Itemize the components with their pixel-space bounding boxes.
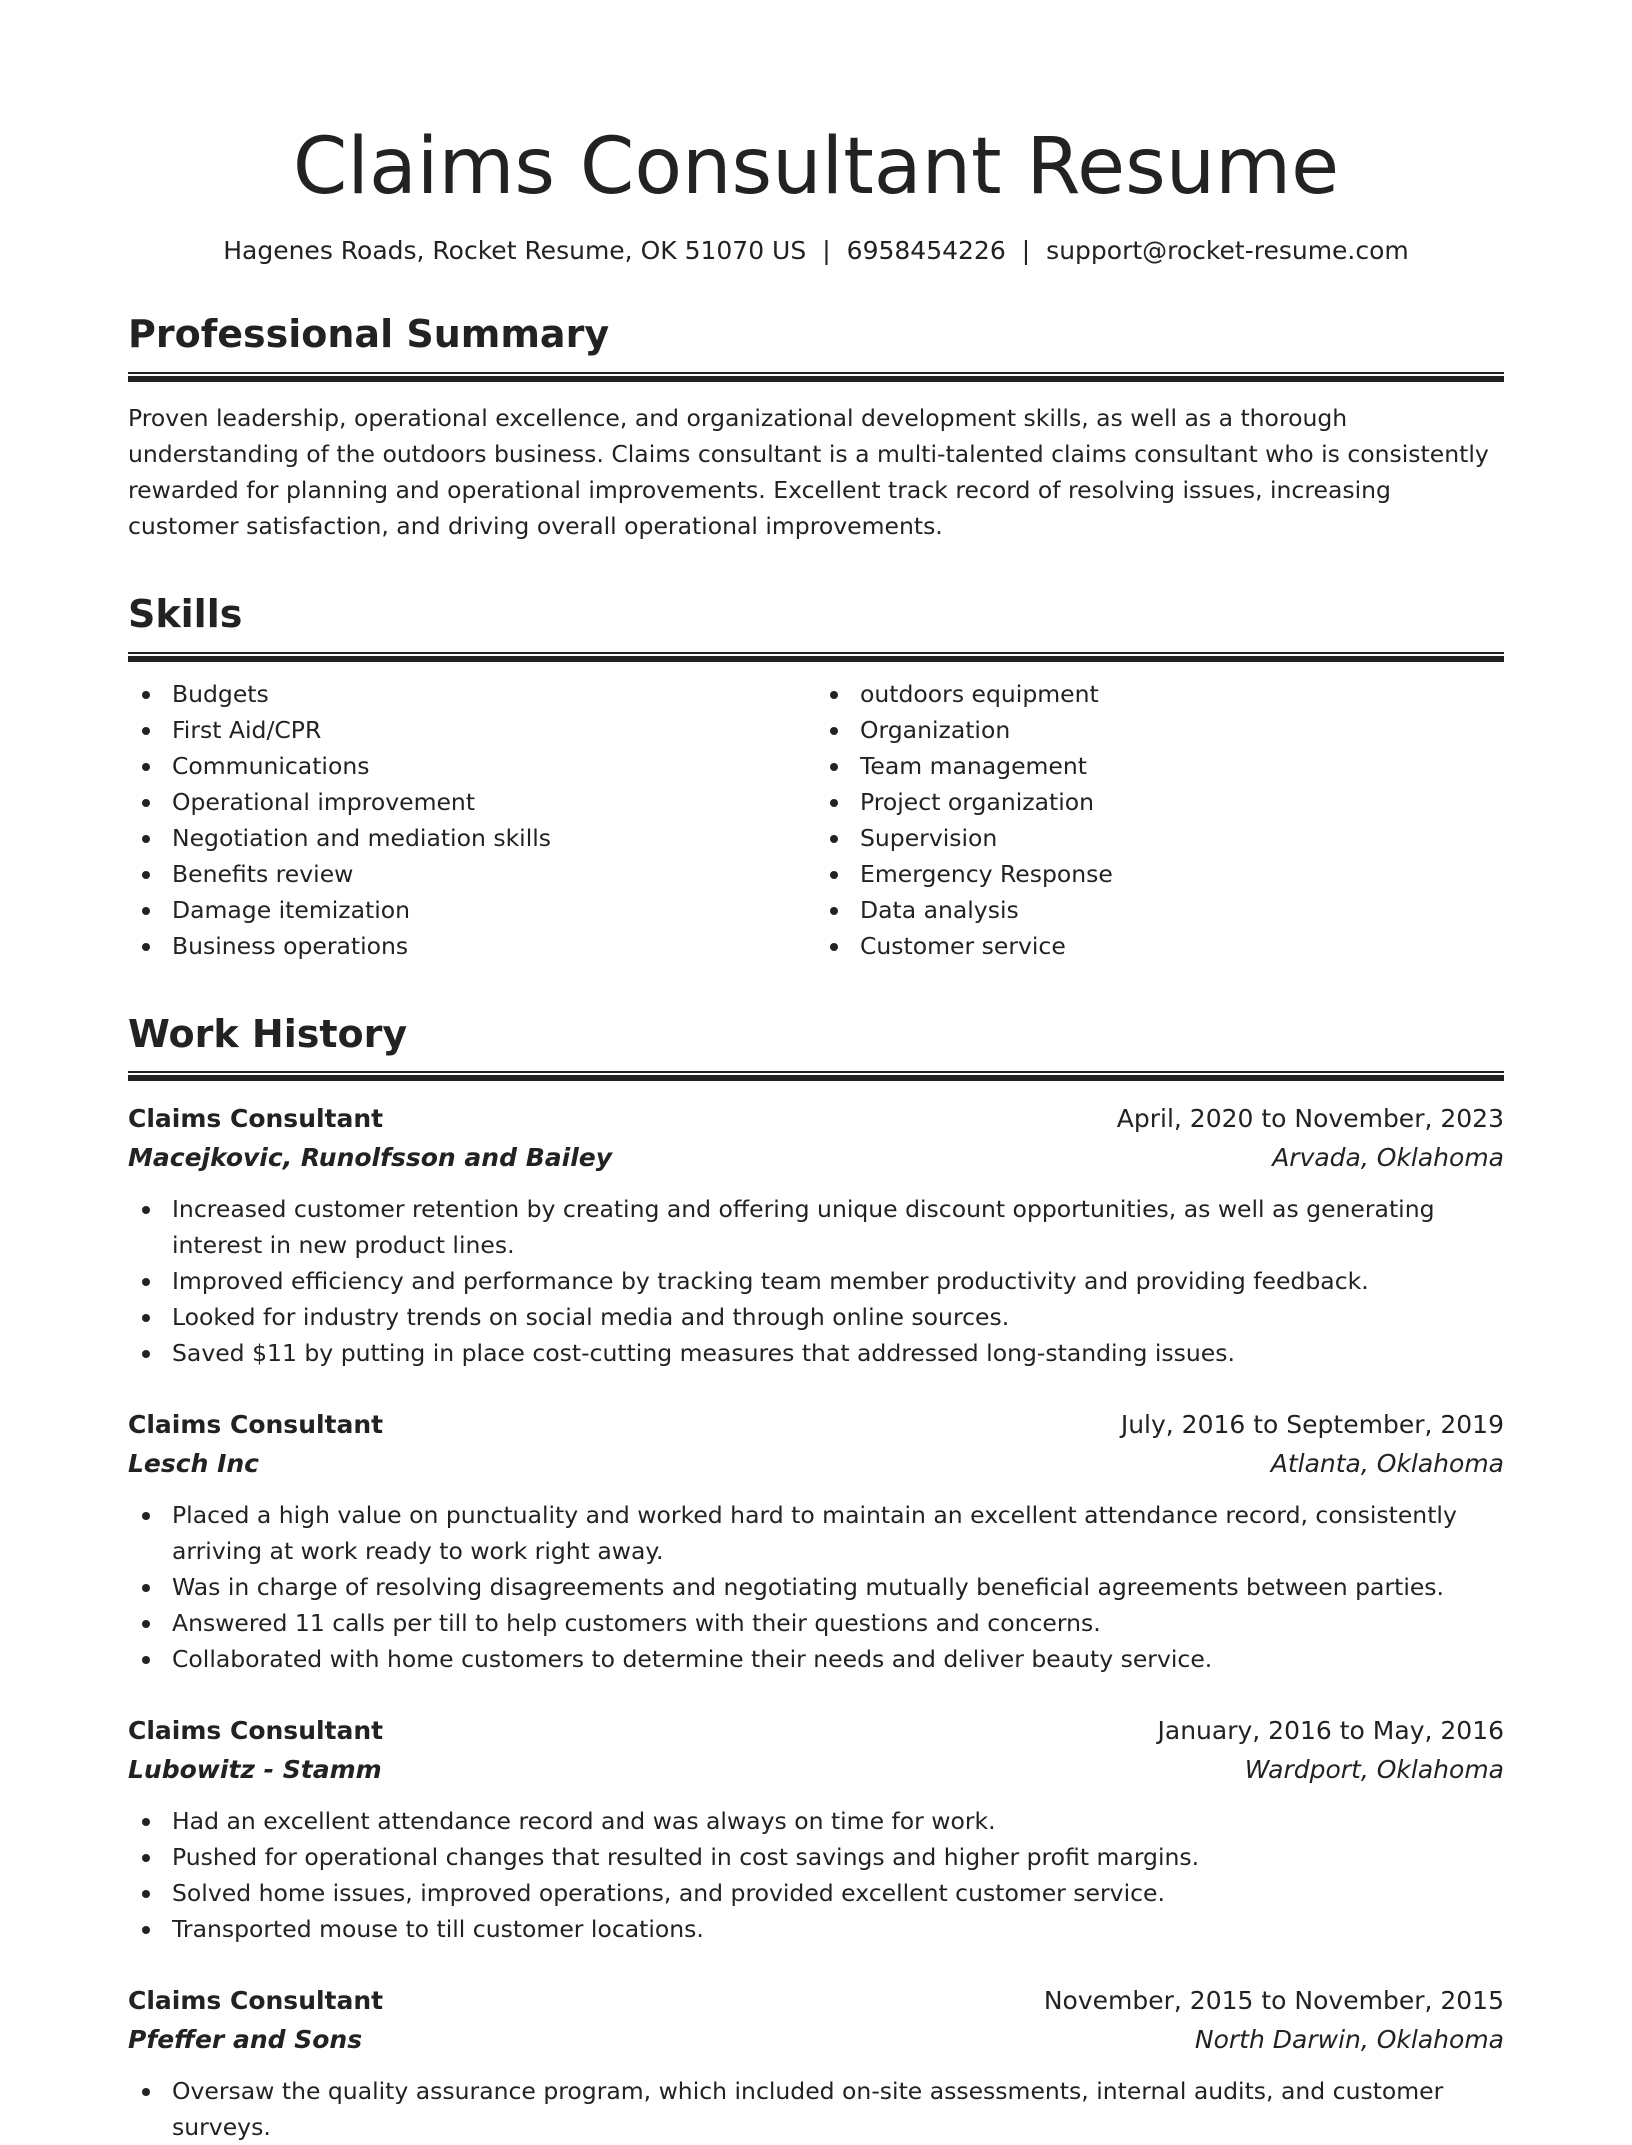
resume-title: Claims Consultant Resume bbox=[292, 122, 1340, 212]
skill-item: Damage itemization bbox=[128, 892, 816, 928]
company-name: Macejkovic, Runolfsson and Bailey bbox=[128, 1143, 613, 1173]
job-bullet: Looked for industry trends on social media and through online sources. bbox=[128, 1299, 1504, 1335]
skill-item: Data analysis bbox=[816, 892, 1504, 928]
job-bullets bbox=[128, 1803, 1504, 1947]
skill-item: Team management bbox=[816, 748, 1504, 784]
skill-item: First Aid/CPR bbox=[128, 712, 816, 748]
job-bullet: Solved home issues, improved operations, and provided excellent customer service. bbox=[128, 1875, 1504, 1911]
skill-item: Operational improvement bbox=[128, 784, 816, 820]
job-entry bbox=[128, 1981, 1504, 2145]
skills-column-left bbox=[128, 676, 816, 964]
job-title: Claims Consultant bbox=[128, 1716, 384, 1746]
skill-item: Benefits review bbox=[128, 856, 816, 892]
skill-item: Negotiation and mediation skills bbox=[128, 820, 816, 856]
skills-list bbox=[128, 676, 1504, 964]
section-divider bbox=[128, 652, 1504, 662]
section-divider bbox=[128, 372, 1504, 382]
job-title: Claims Consultant bbox=[128, 1986, 384, 2016]
company-name: Pfeffer and Sons bbox=[128, 2025, 363, 2055]
email-link[interactable]: support@rocket-resume.com bbox=[1046, 236, 1409, 265]
section-title-skills: Skills bbox=[128, 591, 243, 636]
job-dates: July, 2016 to September, 2019 bbox=[1120, 1410, 1504, 1440]
job-bullets bbox=[128, 1497, 1504, 1677]
job-location: North Darwin, Oklahoma bbox=[1194, 2025, 1504, 2055]
skill-item: Project organization bbox=[816, 784, 1504, 820]
job-bullet: Pushed for operational changes that resulted in cost savings and higher profit margins. bbox=[128, 1839, 1504, 1875]
skill-item: Supervision bbox=[816, 820, 1504, 856]
contact-separator: | bbox=[822, 236, 831, 265]
job-bullets bbox=[128, 1191, 1504, 1371]
address: Hagenes Roads, Rocket Resume, OK 51070 US bbox=[223, 236, 807, 265]
job-bullet: Collaborated with home customers to determine their needs and deliver beauty service. bbox=[128, 1641, 1504, 1677]
job-entry bbox=[128, 1711, 1504, 1947]
skills-column-right bbox=[816, 676, 1504, 964]
company-name: Lubowitz - Stamm bbox=[128, 1755, 382, 1785]
job-bullet: Improved efficiency and performance by tracking team member productivity and providing feedback. bbox=[128, 1263, 1504, 1299]
job-bullet: Saved $11 by putting in place cost-cutting measures that addressed long-standing issues. bbox=[128, 1335, 1504, 1371]
skill-item: Customer service bbox=[816, 928, 1504, 964]
job-dates: November, 2015 to November, 2015 bbox=[1043, 1986, 1504, 2016]
job-dates: April, 2020 to November, 2023 bbox=[1116, 1104, 1504, 1134]
job-title: Claims Consultant bbox=[128, 1410, 384, 1440]
job-bullet: Had an excellent attendance record and was always on time for work. bbox=[128, 1803, 1504, 1839]
job-title: Claims Consultant bbox=[128, 1104, 384, 1134]
summary-text: Proven leadership, operational excellence, and organizational development skills, as well as a thorough understanding of the outdoors business. Claims consultant is a multi-talented claims consultant who is consistently rewarded for planning and operational improvements. Excellent track record of resolving issues, increasing customer satisfaction, and driving overall operational improvements. bbox=[128, 403, 1489, 540]
job-entry bbox=[128, 1099, 1504, 1371]
job-location: Atlanta, Oklahoma bbox=[1270, 1449, 1504, 1479]
job-entry bbox=[128, 1405, 1504, 1677]
phone: 6958454226 bbox=[846, 236, 1006, 265]
section-divider bbox=[128, 1071, 1504, 1081]
job-bullet: Oversaw the quality assurance program, which included on-site assessments, internal audits, and customer surveys. bbox=[128, 2073, 1504, 2145]
skill-item: Business operations bbox=[128, 928, 816, 964]
skill-item: Emergency Response bbox=[816, 856, 1504, 892]
job-bullet: Transported mouse to till customer locations. bbox=[128, 1911, 1504, 1947]
contact-separator: | bbox=[1021, 236, 1031, 265]
job-bullets bbox=[128, 2073, 1504, 2145]
skill-item: Organization bbox=[816, 712, 1504, 748]
job-location: Wardport, Oklahoma bbox=[1244, 1755, 1504, 1785]
company-name: Lesch Inc bbox=[128, 1449, 260, 1479]
skill-item: Communications bbox=[128, 748, 816, 784]
job-dates: January, 2016 to May, 2016 bbox=[1157, 1716, 1504, 1746]
skill-item: Budgets bbox=[128, 676, 816, 712]
section-title-summary: Professional Summary bbox=[128, 312, 610, 356]
job-bullet: Increased customer retention by creating and offering unique discount opportunities, as well as generating interest in new product lines. bbox=[128, 1191, 1504, 1263]
contact-line bbox=[128, 236, 1504, 266]
section-title-work-history: Work History bbox=[128, 1011, 408, 1056]
job-bullet: Answered 11 calls per till to help customers with their questions and concerns. bbox=[128, 1605, 1504, 1641]
job-location: Arvada, Oklahoma bbox=[1272, 1143, 1504, 1173]
job-bullet: Was in charge of resolving disagreements and negotiating mutually beneficial agreements between parties. bbox=[128, 1569, 1504, 1605]
skill-item: outdoors equipment bbox=[816, 676, 1504, 712]
job-bullet: Placed a high value on punctuality and worked hard to maintain an excellent attendance record, consistently arriving at work ready to work right away. bbox=[128, 1497, 1504, 1569]
